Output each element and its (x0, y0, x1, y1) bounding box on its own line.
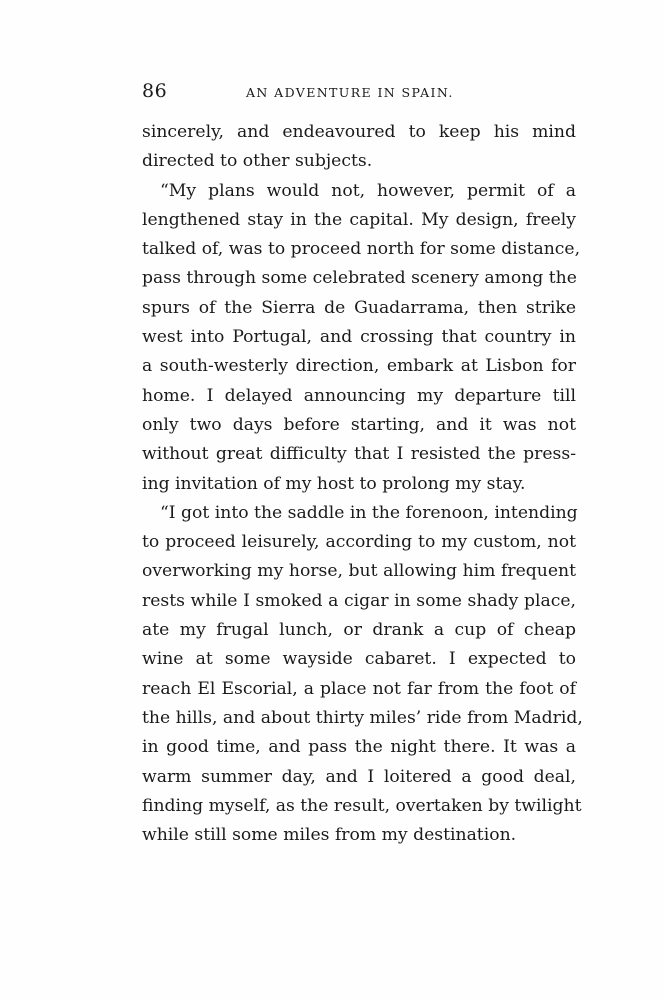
page-number: 86 (142, 80, 168, 102)
text-line: lengthened stay in the capital. My design, freely (142, 209, 576, 230)
text-line: without great difficulty that I resisted the press- (142, 444, 576, 465)
text-line: ing invitation of my host to prolong my stay. (142, 473, 526, 494)
running-title: AN ADVENTURE IN SPAIN. (246, 85, 454, 100)
text-line: reach El Escorial, a place not far from the foot of (142, 678, 576, 699)
text-line: to proceed leisurely, according to my custom, not (142, 532, 576, 553)
text-line: directed to other subjects. (142, 151, 373, 172)
paragraph (142, 118, 576, 177)
body-text (142, 118, 583, 850)
text-line: warm summer day, and I loitered a good deal, (142, 766, 576, 787)
text-line: talked of, was to proceed north for some distance, (142, 239, 581, 260)
text-line: home. I delayed announcing my departure till (142, 385, 576, 406)
text-line: rests while I smoked a cigar in some shady place, (142, 590, 576, 611)
text-line: west into Portugal, and crossing that country in (142, 327, 576, 348)
page-header (142, 80, 577, 106)
text-line: finding myself, as the result, overtaken by twilight (142, 795, 582, 816)
text-line: only two days before starting, and it was not (142, 414, 576, 435)
text-line: while still some miles from my destination. (142, 825, 517, 846)
text-line: ate my frugal lunch, or drank a cup of cheap (142, 620, 576, 641)
text-line: “My plans would not, however, permit of a (160, 180, 576, 201)
text-line: overworking my horse, but allowing him frequent (142, 561, 576, 582)
text-line: the hills, and about thirty miles’ ride from Madrid, (142, 707, 583, 728)
paragraph (142, 177, 581, 499)
paragraph (142, 499, 583, 851)
text-line: in good time, and pass the night there. It was a (142, 737, 576, 758)
text-line: pass through some celebrated scenery among the (142, 268, 577, 289)
text-line: “I got into the saddle in the forenoon, intending (160, 502, 578, 523)
text-line: a south-westerly direction, embark at Lisbon for (142, 356, 576, 377)
text-line: wine at some wayside cabaret. I expected to (142, 649, 576, 670)
text-line: spurs of the Sierra de Guadarrama, then strike (142, 297, 576, 318)
text-line: sincerely, and endeavoured to keep his mind (142, 122, 576, 142)
